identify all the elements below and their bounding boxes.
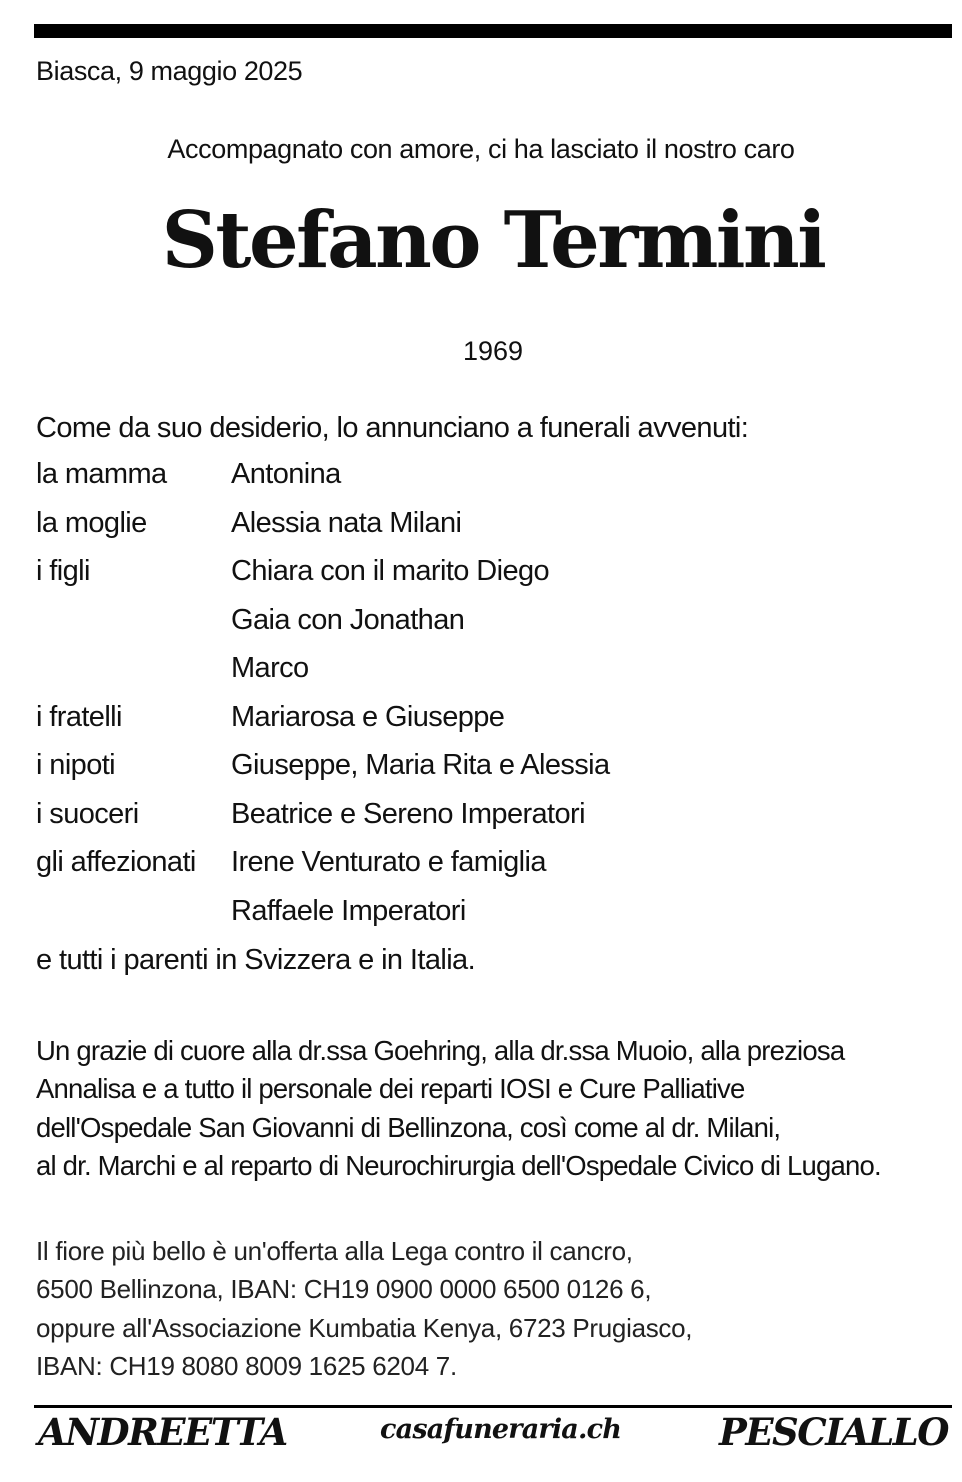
family-relation: i figli <box>36 555 90 587</box>
family-relation: i suoceri <box>36 797 139 830</box>
family-row <box>36 555 916 604</box>
family-row <box>36 798 916 847</box>
family-row <box>36 895 916 944</box>
donation-line: Il fiore più bello è un'offerta alla Lega contro il cancro, <box>36 1236 633 1266</box>
family-row <box>36 458 916 507</box>
top-rule <box>34 24 952 38</box>
thanks-line: Annalisa e a tutto il personale dei reparti IOSI e Cure Palliative <box>36 1073 745 1105</box>
family-names: Alessia nata Milani <box>231 506 462 539</box>
family-row <box>36 604 916 653</box>
funeral-home-name-right: PESCIALLO <box>719 1410 948 1454</box>
family-relation: i fratelli <box>36 700 122 733</box>
family-row <box>36 701 916 750</box>
family-names: Gaia con Jonathan <box>231 603 465 636</box>
family-names: Mariarosa e Giuseppe <box>231 700 505 733</box>
deceased-name: Stefano Termini <box>161 195 825 286</box>
family-relation: la moglie <box>36 506 147 539</box>
family-row <box>36 749 916 798</box>
funeral-home-website: casafuneraria.ch <box>380 1414 622 1445</box>
birth-year: 1969 <box>462 336 524 366</box>
family-relation: gli affezionati <box>36 846 196 878</box>
bottom-rule <box>34 1405 952 1408</box>
thanks-line: al dr. Marchi e al reparto di Neurochirurgia dell'Ospedale Civico di Lugano. <box>36 1149 881 1181</box>
donation-paragraph <box>36 1232 936 1386</box>
family-relation: la mamma <box>36 458 167 490</box>
family-row <box>36 507 916 556</box>
family-names: Chiara con il marito Diego <box>231 555 550 587</box>
announcement-text: Come da suo desiderio, lo annunciano a funerali avvenuti: <box>36 412 749 444</box>
donation-line: 6500 Bellinzona, IBAN: CH19 0900 0000 6500 0126 6, <box>36 1274 652 1305</box>
donation-line: oppure all'Associazione Kumbatia Kenya, 6723 Prugiasco, <box>36 1312 693 1343</box>
family-names: Marco <box>231 652 309 684</box>
funeral-home-name-left: ANDREETTA <box>38 1410 287 1454</box>
intro-text: Accompagnato con amore, ci ha lasciato il nostro caro <box>167 134 795 164</box>
family-names: Giuseppe, Maria Rita e Alessia <box>231 749 610 781</box>
family-names: Beatrice e Sereno Imperatori <box>231 797 585 830</box>
thanks-line: Un grazie di cuore alla dr.ssa Goehring, alla dr.ssa Muoio, alla preziosa <box>36 1035 845 1066</box>
relatives-text: e tutti i parenti in Svizzera e in Italia. <box>36 944 476 976</box>
place-date: Biasca, 9 maggio 2025 <box>36 56 303 86</box>
family-relation: i nipoti <box>36 749 116 781</box>
family-names: Irene Venturato e famiglia <box>231 846 546 878</box>
thanks-line: dell'Ospedale San Giovanni di Bellinzona, così come al dr. Milani, <box>36 1111 781 1143</box>
family-names: Raffaele Imperatori <box>231 894 466 927</box>
family-row <box>36 846 916 895</box>
family-row <box>36 652 916 701</box>
family-list <box>36 458 916 943</box>
donation-line: IBAN: CH19 8080 8009 1625 6204 7. <box>36 1351 457 1382</box>
thanks-paragraph <box>36 1032 956 1185</box>
family-names: Antonina <box>231 458 341 490</box>
